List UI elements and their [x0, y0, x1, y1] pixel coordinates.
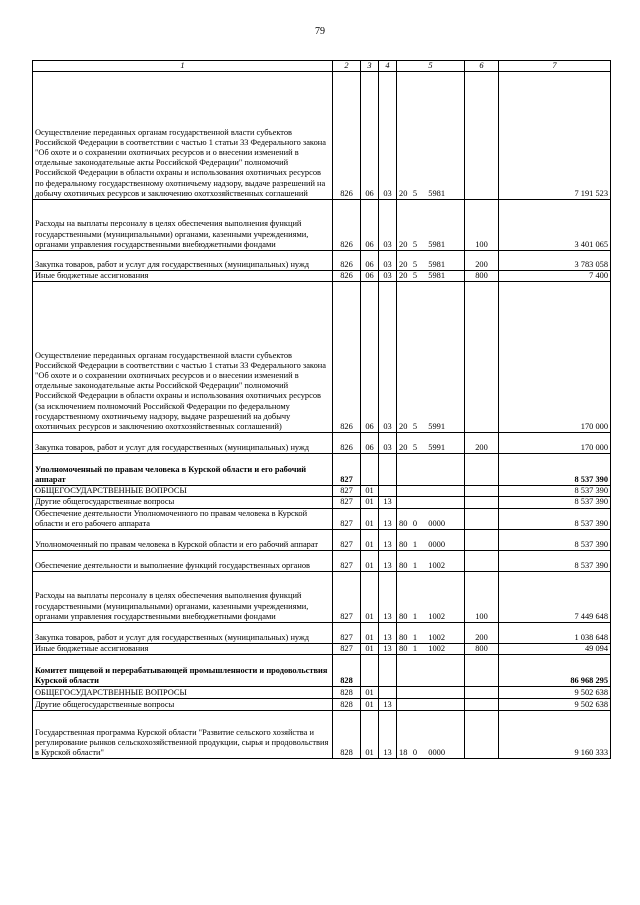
- row-grbs: 828: [333, 711, 361, 759]
- row-target-article: [397, 655, 465, 687]
- row-target-article: [397, 200, 465, 251]
- row-name: ОБЩЕГОСУДАРСТВЕННЫЕ ВОПРОСЫ: [33, 486, 333, 497]
- target-article-part: 1: [412, 611, 418, 621]
- row-expense-type: [465, 282, 499, 433]
- row-target-article: [397, 72, 465, 200]
- row-grbs: 826: [333, 433, 361, 454]
- row-target-article: [397, 644, 465, 655]
- row-grbs: 826: [333, 282, 361, 433]
- row-subsection: 03: [379, 251, 397, 271]
- row-target-article: [397, 687, 465, 699]
- row-amount: 49 094: [499, 644, 611, 655]
- target-article-part: 80: [399, 518, 408, 528]
- row-name: Иные бюджетные ассигнования: [33, 644, 333, 655]
- row-name: Уполномоченный по правам человека в Курской области и его рабочий аппарат: [33, 530, 333, 551]
- row-target-article: [397, 508, 465, 529]
- row-target-article: [397, 572, 465, 623]
- row-name: Иные бюджетные ассигнования: [33, 271, 333, 282]
- target-article-part: 20: [399, 422, 408, 431]
- row-section: 01: [361, 711, 379, 759]
- row-section: 01: [361, 644, 379, 655]
- row-section: 01: [361, 623, 379, 644]
- target-article-part: 0000: [428, 748, 445, 758]
- header-col-5: 5: [397, 61, 465, 72]
- row-amount: 8 537 390: [499, 454, 611, 486]
- row-grbs: 827: [333, 644, 361, 655]
- target-article-part: 5: [412, 271, 418, 280]
- row-expense-type: 800: [465, 644, 499, 655]
- row-name: Осуществление переданных органам государственной власти субъектов Российской Федерации в соответствии с частью 1 статьи 33 Федерального закона "Об охоте и о сохранении охотничьих ресурсов и о внесении изменений в отдельные законодательные акты Российской Федерации" полномочий Российской Федерации в области охраны и использования охотничьих ресурсов по федеральному государственному охотничьему надзору, выдаче разрешений на добычу охотничьих ресурсов и заключению охотхозяйственных соглашений: [33, 72, 333, 200]
- target-article-part: 5981: [428, 259, 445, 269]
- row-target-article: [397, 486, 465, 497]
- row-expense-type: [465, 530, 499, 551]
- row-name: Закупка товаров, работ и услуг для государственных (муниципальных) нужд: [33, 433, 333, 454]
- row-subsection: 03: [379, 72, 397, 200]
- row-amount: 8 537 390: [499, 530, 611, 551]
- row-amount: 170 000: [499, 282, 611, 433]
- row-subsection: 13: [379, 572, 397, 623]
- row-amount: 170 000: [499, 433, 611, 454]
- row-name: Осуществление переданных органам государственной власти субъектов Российской Федерации в соответствии с частью 1 статьи 33 Федерального закона "Об охоте и о сохранении охотничьих ресурсов и о внесении изменений в отдельные законодательные акты Российской Федерации" полномочий Российской Федерации в области охраны и использования охотничьих ресурсов (за исключением полномочий Российской Федерации по федеральному государственному охотничьему надзору, выдаче разрешений на добычу охотничьих ресурсов и заключению охотхозяйственных соглашений): [33, 282, 333, 433]
- header-col-1: 1: [33, 61, 333, 72]
- row-expense-type: 100: [465, 200, 499, 251]
- target-article-part: 80: [399, 611, 408, 621]
- row-section: 01: [361, 497, 379, 508]
- row-subsection: 03: [379, 282, 397, 433]
- budget-table: [32, 60, 611, 759]
- row-amount: 9 502 638: [499, 699, 611, 711]
- row-grbs: 827: [333, 551, 361, 572]
- row-subsection: [379, 687, 397, 699]
- row-subsection: 03: [379, 433, 397, 454]
- row-amount: 1 038 648: [499, 623, 611, 644]
- row-subsection: 03: [379, 271, 397, 282]
- header-col-3: 3: [361, 61, 379, 72]
- row-name: ОБЩЕГОСУДАРСТВЕННЫЕ ВОПРОСЫ: [33, 687, 333, 699]
- target-article-part: 5: [412, 259, 418, 269]
- row-expense-type: [465, 497, 499, 508]
- target-article-part: 18: [399, 748, 408, 758]
- row-expense-type: [465, 711, 499, 759]
- target-article-part: 5981: [428, 271, 445, 280]
- header-row: [33, 61, 611, 72]
- row-expense-type: [465, 551, 499, 572]
- row-expense-type: [465, 508, 499, 529]
- row-subsection: [379, 486, 397, 497]
- target-article-part: 80: [399, 560, 408, 570]
- row-subsection: 03: [379, 200, 397, 251]
- target-article-part: 1002: [428, 644, 445, 654]
- row-section: [361, 655, 379, 687]
- row-grbs: 827: [333, 623, 361, 644]
- target-article-part: 20: [399, 259, 408, 269]
- row-subsection: 13: [379, 644, 397, 655]
- target-article-part: 5991: [428, 443, 445, 452]
- target-article-part: 20: [399, 239, 408, 249]
- row-amount: 7 400: [499, 271, 611, 282]
- row-target-article: [397, 282, 465, 433]
- row-section: 06: [361, 200, 379, 251]
- row-target-article: [397, 433, 465, 454]
- row-grbs: 828: [333, 655, 361, 687]
- target-article-part: 20: [399, 271, 408, 280]
- row-expense-type: 200: [465, 623, 499, 644]
- page-number: 79: [315, 26, 325, 37]
- target-article-part: 1002: [428, 560, 445, 570]
- row-grbs: 826: [333, 200, 361, 251]
- row-subsection: 13: [379, 497, 397, 508]
- row-grbs: 827: [333, 530, 361, 551]
- row-target-article: [397, 454, 465, 486]
- header-col-6: 6: [465, 61, 499, 72]
- row-grbs: 828: [333, 687, 361, 699]
- table-body: [33, 72, 611, 759]
- row-subsection: 13: [379, 530, 397, 551]
- header-col-7: 7: [499, 61, 611, 72]
- row-expense-type: [465, 72, 499, 200]
- row-grbs: 827: [333, 497, 361, 508]
- row-amount: 3 783 058: [499, 251, 611, 271]
- row-subsection: 13: [379, 711, 397, 759]
- row-amount: 7 191 523: [499, 72, 611, 200]
- target-article-part: 80: [399, 539, 408, 549]
- row-amount: 8 537 390: [499, 508, 611, 529]
- row-target-article: [397, 711, 465, 759]
- row-section: 01: [361, 508, 379, 529]
- row-name: Другие общегосударственные вопросы: [33, 699, 333, 711]
- row-target-article: [397, 497, 465, 508]
- row-subsection: 13: [379, 699, 397, 711]
- row-target-article: [397, 530, 465, 551]
- table-row: [33, 687, 611, 699]
- target-article-part: 1002: [428, 611, 445, 621]
- table-row: [33, 551, 611, 572]
- row-section: 01: [361, 699, 379, 711]
- row-subsection: [379, 454, 397, 486]
- row-section: 01: [361, 530, 379, 551]
- table-row: [33, 623, 611, 644]
- row-expense-type: [465, 486, 499, 497]
- row-expense-type: 100: [465, 572, 499, 623]
- header-col-4: 4: [379, 61, 397, 72]
- table-row: [33, 72, 611, 200]
- row-name: Государственная программа Курской области "Развитие сельского хозяйства и регулирование рынков сельскохозяйственной продукции, сырья и продовольствия в Курской области": [33, 711, 333, 759]
- table-row: [33, 282, 611, 433]
- row-grbs: 827: [333, 572, 361, 623]
- table-row: [33, 699, 611, 711]
- table-row: [33, 454, 611, 486]
- row-grbs: 828: [333, 699, 361, 711]
- row-name: Обеспечение деятельности Уполномоченного по правам человека в Курской области и его рабочего аппарата: [33, 508, 333, 529]
- row-expense-type: [465, 687, 499, 699]
- row-name: Обеспечение деятельности и выполнение функций государственных органов: [33, 551, 333, 572]
- header-col-2: 2: [333, 61, 361, 72]
- row-subsection: 13: [379, 508, 397, 529]
- target-article-part: 5: [412, 443, 418, 452]
- row-name: Расходы на выплаты персоналу в целях обеспечения выполнения функций государственными (муниципальными) органами, казенными учреждениями, органами управления государственными внебюджетными фондами: [33, 572, 333, 623]
- row-grbs: 827: [333, 508, 361, 529]
- row-name: Другие общегосударственные вопросы: [33, 497, 333, 508]
- target-article-part: 1: [412, 632, 418, 642]
- row-amount: 7 449 648: [499, 572, 611, 623]
- table-row: [33, 433, 611, 454]
- target-article-part: 80: [399, 644, 408, 654]
- target-article-part: 5: [412, 188, 418, 198]
- target-article-part: 20: [399, 443, 408, 452]
- row-section: 01: [361, 572, 379, 623]
- table-row: [33, 572, 611, 623]
- target-article-part: 20: [399, 188, 408, 198]
- row-amount: 9 502 638: [499, 687, 611, 699]
- table-row: [33, 508, 611, 529]
- row-expense-type: [465, 454, 499, 486]
- target-article-part: 5981: [428, 188, 445, 198]
- target-article-part: 5: [412, 422, 418, 431]
- target-article-part: 0: [412, 748, 418, 758]
- row-section: 06: [361, 251, 379, 271]
- target-article-part: 0000: [428, 539, 445, 549]
- row-section: 01: [361, 551, 379, 572]
- target-article-part: 1: [412, 644, 418, 654]
- target-article-part: 1: [412, 539, 418, 549]
- row-subsection: [379, 655, 397, 687]
- row-expense-type: [465, 655, 499, 687]
- table-row: [33, 251, 611, 271]
- target-article-part: 1: [412, 560, 418, 570]
- table-row: [33, 530, 611, 551]
- row-amount: 3 401 065: [499, 200, 611, 251]
- row-expense-type: 200: [465, 251, 499, 271]
- row-subsection: 13: [379, 623, 397, 644]
- row-expense-type: [465, 699, 499, 711]
- row-grbs: 826: [333, 72, 361, 200]
- target-article-part: 80: [399, 632, 408, 642]
- table-row: [33, 711, 611, 759]
- table-row: [33, 486, 611, 497]
- row-section: 06: [361, 72, 379, 200]
- row-amount: 86 968 295: [499, 655, 611, 687]
- row-name: Расходы на выплаты персоналу в целях обеспечения выполнения функций государственными (муниципальными) органами, казенными учреждениями, органами управления государственными внебюджетными фондами: [33, 200, 333, 251]
- target-article-part: 5991: [428, 422, 445, 431]
- row-name: Комитет пищевой и перерабатывающей промышленности и продовольствия Курской области: [33, 655, 333, 687]
- row-amount: 8 537 390: [499, 497, 611, 508]
- row-grbs: 827: [333, 454, 361, 486]
- row-target-article: [397, 551, 465, 572]
- row-section: 06: [361, 433, 379, 454]
- row-target-article: [397, 699, 465, 711]
- row-amount: 8 537 390: [499, 486, 611, 497]
- target-article-part: 0000: [428, 518, 445, 528]
- table-row: [33, 271, 611, 282]
- row-name: Закупка товаров, работ и услуг для государственных (муниципальных) нужд: [33, 623, 333, 644]
- target-article-part: 1002: [428, 632, 445, 642]
- row-target-article: [397, 251, 465, 271]
- row-section: 01: [361, 486, 379, 497]
- row-section: 01: [361, 687, 379, 699]
- row-name: Закупка товаров, работ и услуг для государственных (муниципальных) нужд: [33, 251, 333, 271]
- row-name: Уполномоченный по правам человека в Курской области и его рабочий аппарат: [33, 454, 333, 486]
- row-amount: 8 537 390: [499, 551, 611, 572]
- target-article-part: 5981: [428, 239, 445, 249]
- table-row: [33, 644, 611, 655]
- target-article-part: 0: [412, 518, 418, 528]
- row-grbs: 826: [333, 251, 361, 271]
- table-row: [33, 200, 611, 251]
- row-target-article: [397, 623, 465, 644]
- row-expense-type: 200: [465, 433, 499, 454]
- row-amount: 9 160 333: [499, 711, 611, 759]
- row-section: [361, 454, 379, 486]
- row-target-article: [397, 271, 465, 282]
- row-expense-type: 800: [465, 271, 499, 282]
- row-grbs: 827: [333, 486, 361, 497]
- row-section: 06: [361, 282, 379, 433]
- target-article-part: 5: [412, 239, 418, 249]
- row-subsection: 13: [379, 551, 397, 572]
- table-row: [33, 497, 611, 508]
- table-row: [33, 655, 611, 687]
- row-grbs: 826: [333, 271, 361, 282]
- row-section: 06: [361, 271, 379, 282]
